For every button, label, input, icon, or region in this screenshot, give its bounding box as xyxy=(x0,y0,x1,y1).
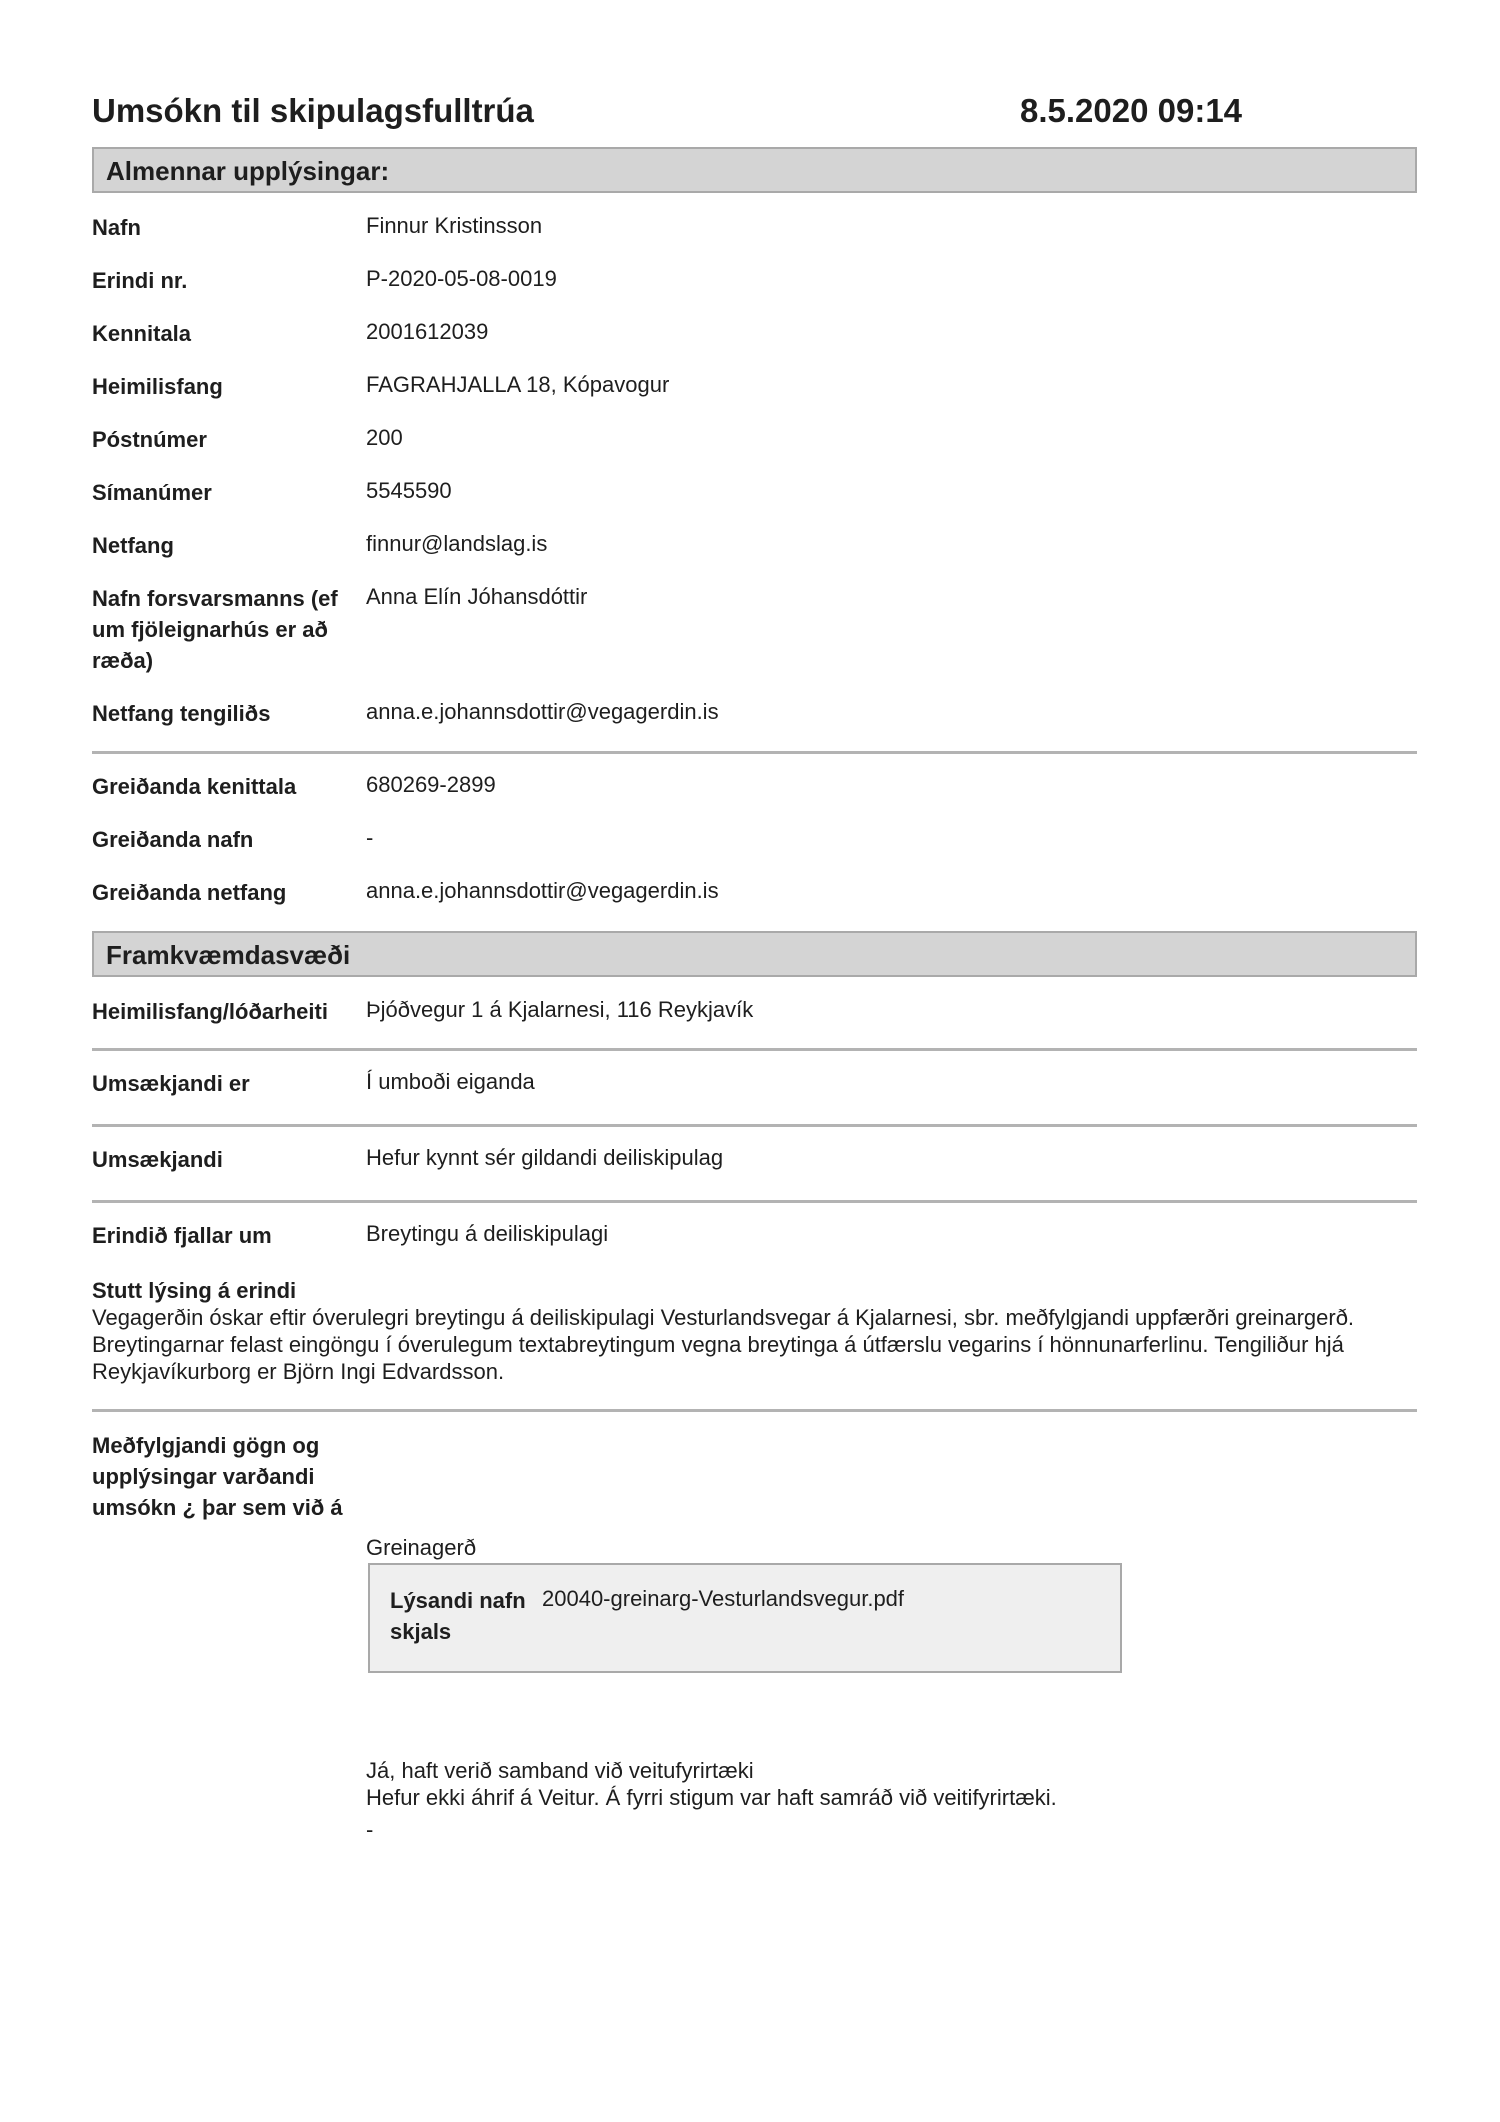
divider xyxy=(92,1200,1417,1203)
short-description xyxy=(92,1277,1422,1385)
utilities-extra: - xyxy=(366,1817,374,1842)
field-value: Hefur kynnt sér gildandi deiliskipulag xyxy=(366,1145,724,1170)
utilities-comment: Hefur ekki áhrif á Veitur. Á fyrri stigum var haft samráð við veitifyrirtæki. xyxy=(366,1785,1057,1810)
field-label: Símanúmer xyxy=(92,480,212,505)
field-value: P-2020-05-08-0019 xyxy=(366,266,557,291)
field-label: Greiðanda netfang xyxy=(92,880,287,905)
attachment-category: Greinagerð xyxy=(366,1535,477,1560)
section-heading: Almennar upplýsingar: xyxy=(106,156,390,186)
attachment-box xyxy=(368,1563,1122,1673)
field-value: Þjóðvegur 1 á Kjalarnesi, 116 Reykjavík xyxy=(366,997,754,1022)
field-label: Heimilisfang xyxy=(92,374,223,399)
attachment-file-label: Lýsandi nafn skjals xyxy=(390,1588,526,1644)
field-value: FAGRAHJALLA 18, Kópavogur xyxy=(366,372,670,397)
submission-datetime: 8.5.2020 09:14 xyxy=(1020,92,1243,129)
field-label: Nafn forsvarsmanns (ef um fjöleignarhús er að ræða) xyxy=(92,586,338,673)
field-value: - xyxy=(366,825,374,850)
field-label: Nafn xyxy=(92,215,141,240)
field-label: Kennitala xyxy=(92,321,192,346)
divider xyxy=(92,1409,1417,1412)
field-value: Breytingu á deiliskipulagi xyxy=(366,1221,609,1246)
divider xyxy=(92,1124,1417,1127)
field-label: Umsækjandi xyxy=(92,1147,223,1172)
field-label: Netfang tengiliðs xyxy=(92,701,271,726)
field-value: Finnur Kristinsson xyxy=(366,213,543,238)
field-label: Póstnúmer xyxy=(92,427,207,452)
field-value: anna.e.johannsdottir@vegagerdin.is xyxy=(366,699,719,724)
section-header-general xyxy=(92,147,1417,193)
section-heading: Framkvæmdasvæði xyxy=(106,940,351,970)
field-value: Í umboði eiganda xyxy=(366,1069,535,1094)
field-value: 2001612039 xyxy=(366,319,489,344)
attachment-file-name[interactable]: 20040-greinarg-Vesturlandsvegur.pdf xyxy=(542,1586,905,1611)
field-value: anna.e.johannsdottir@vegagerdin.is xyxy=(366,878,719,903)
description-label: Stutt lýsing á erindi xyxy=(92,1278,297,1303)
field-value: finnur@landslag.is xyxy=(366,531,548,556)
field-value: 200 xyxy=(366,425,403,450)
field-label: Heimilisfang/lóðarheiti xyxy=(92,999,328,1024)
page-title: Umsókn til skipulagsfulltrúa xyxy=(92,92,534,129)
field-value: 680269-2899 xyxy=(366,772,496,797)
field-label: Erindi nr. xyxy=(92,268,188,293)
divider xyxy=(92,1048,1417,1051)
divider xyxy=(92,751,1417,754)
field-label: Greiðanda nafn xyxy=(92,827,254,852)
attachments-label: Meðfylgjandi gögn og upplýsingar varðandi umsókn ¿ þar sem við á xyxy=(92,1433,343,1520)
field-label: Greiðanda kenittala xyxy=(92,774,297,799)
field-value: Anna Elín Jóhansdóttir xyxy=(366,584,588,609)
description-text: Vegagerðin óskar eftir óverulegri breytingu á deiliskipulagi Vesturlandsvegar á Kjalarnesi, sbr. meðfylgjandi uppfærðri greinargerð. Breytingarnar felast eingöngu í óverulegum textabreytingum vegna breytinga á útfærslu vegarins í hönnunarferlinu. Tengiliður hjá Reykjavíkurborg er Björn Ingi Edvardsson. xyxy=(92,1305,1355,1384)
section-header-project-area xyxy=(92,931,1417,977)
field-value: 5545590 xyxy=(366,478,452,503)
field-label: Umsækjandi er xyxy=(92,1071,250,1096)
field-label: Erindið fjallar um xyxy=(92,1223,272,1248)
utilities-contacted: Já, haft verið samband við veitufyrirtæki xyxy=(366,1758,754,1783)
field-label: Netfang xyxy=(92,533,174,558)
